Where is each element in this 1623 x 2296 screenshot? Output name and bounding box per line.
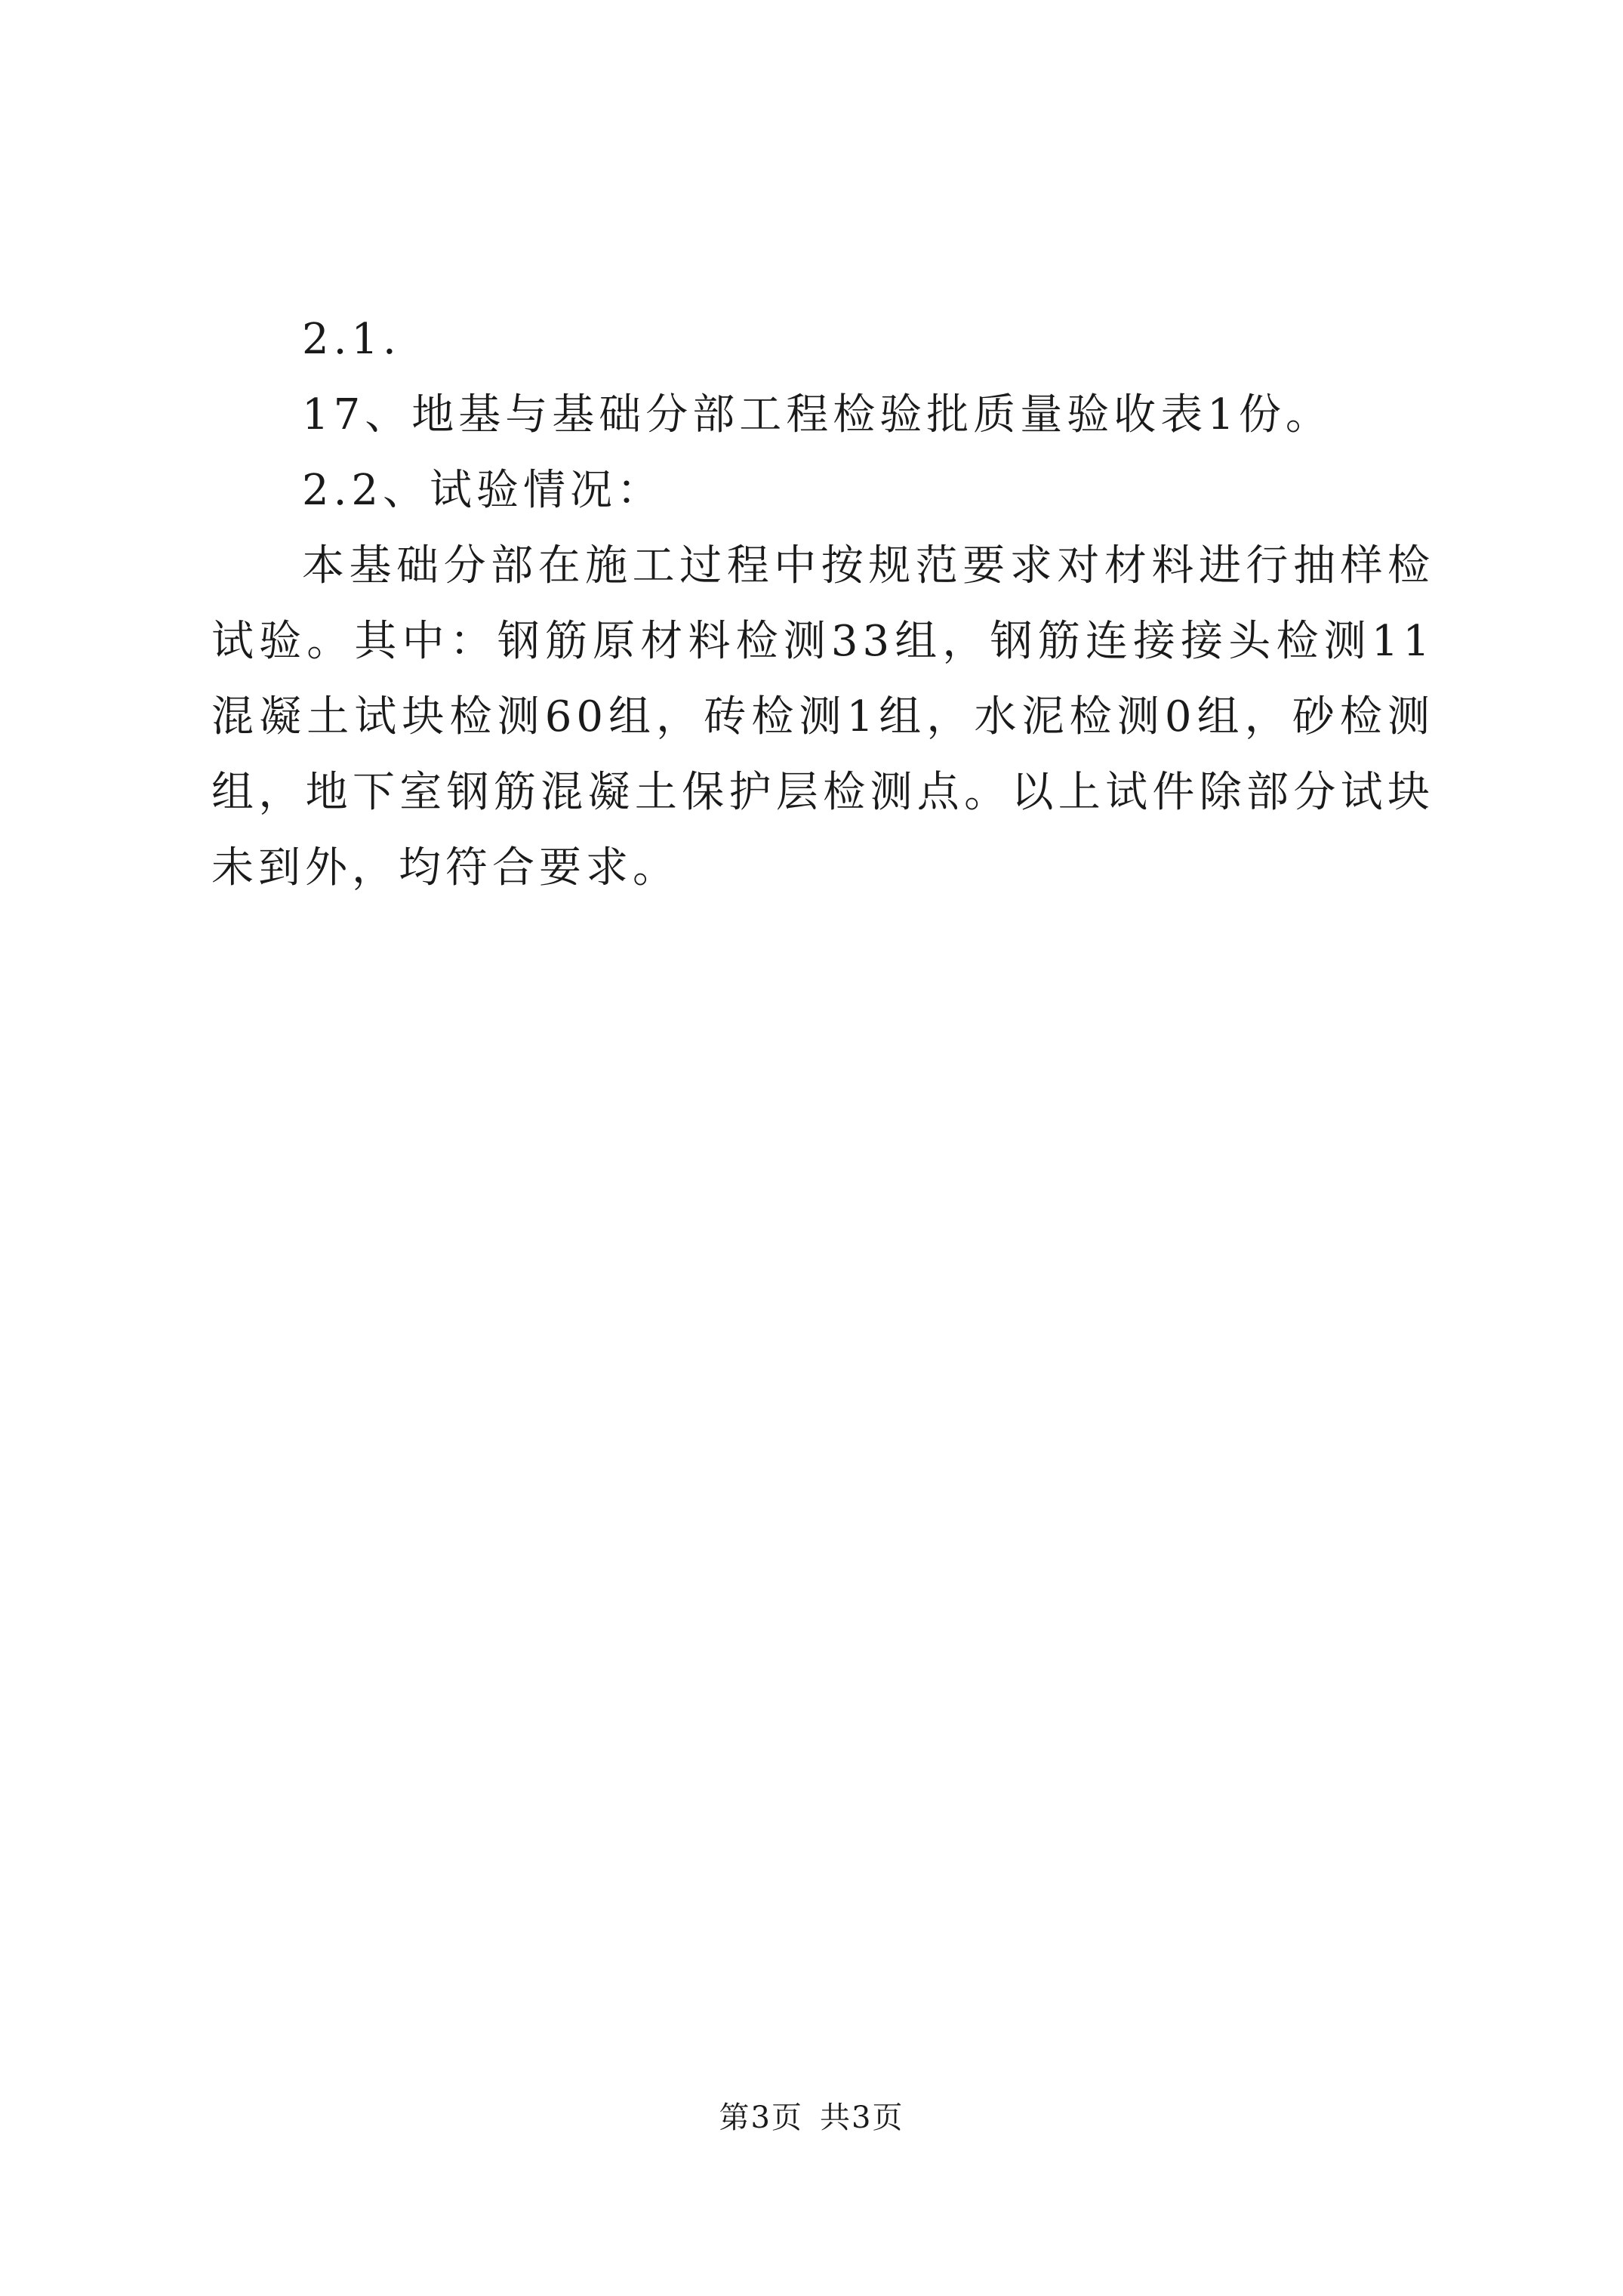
page-total: 共3页 [820,2100,904,2135]
section-heading: 2.2、试验情况： [302,466,664,515]
document-body [211,302,1434,906]
paragraph-line: 混凝土试块检测60组，砖检测1组，水泥检测0组，砂检测 [211,692,1434,741]
paragraph-line: 试验。其中：钢筋原材料检测33组，钢筋连接接头检测11 [211,617,1434,666]
paragraph-line: 组，地下室钢筋混凝土保护层检测点。以上试件除部分试块 [211,768,1434,817]
page-number: 第3页 [719,2100,803,2135]
paragraph-line: 17、地基与基础分部工程检验批质量验收表1份。 [302,390,1332,439]
paragraph-line: 本基础分部在施工过程中按规范要求对材料进行抽样检 [302,541,1434,590]
paragraph-line: 未到外，均符合要求。 [211,843,679,892]
page-footer [0,2095,1623,2140]
paragraph-line: 2.1. [302,315,401,364]
